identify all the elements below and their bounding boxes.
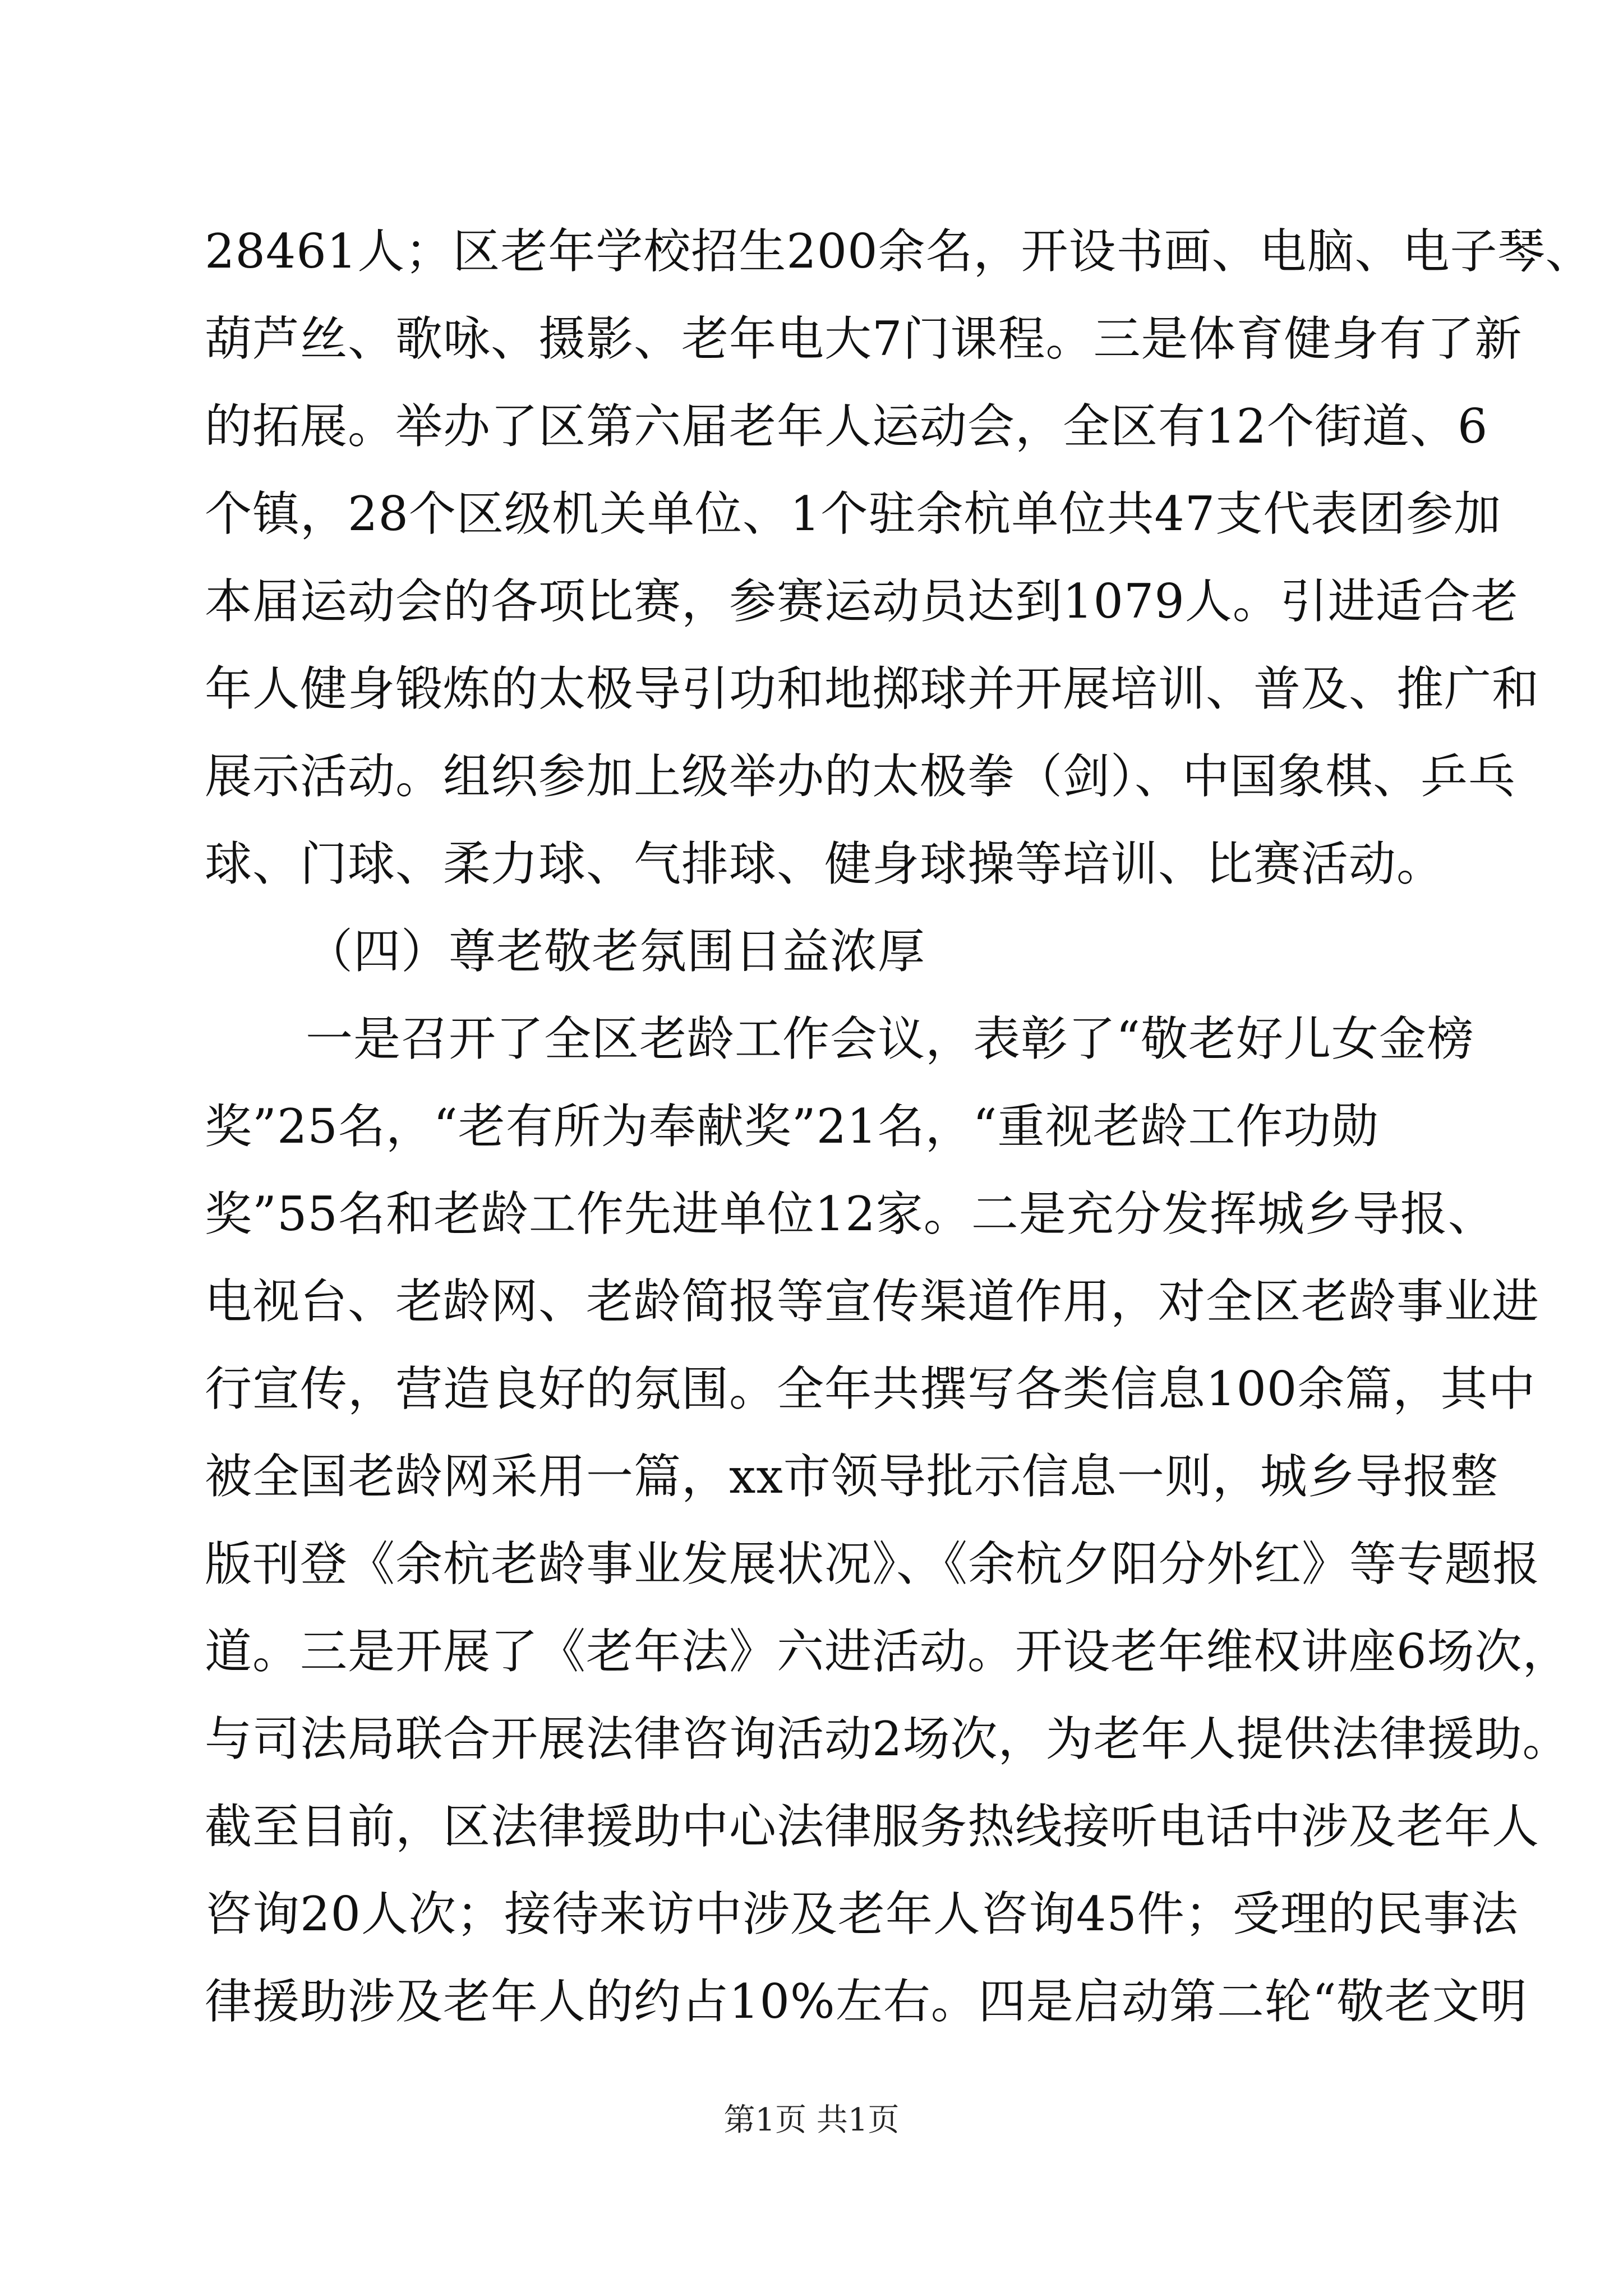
text-line: 展示活动。组织参加上级举办的太极拳（剑）、中国象棋、乒乓 xyxy=(205,749,1516,804)
paragraph-first-line: 一是召开了全区老龄工作会议，表彰了“敬老好儿女金榜 xyxy=(306,1011,1474,1066)
text-line: 奖”55名和老龄工作先进单位12家。二是充分发挥城乡导报、 xyxy=(205,1186,1496,1241)
text-line: 版刊登《余杭老龄事业发展状况》、《余杭夕阳分外红》等专题报 xyxy=(205,1536,1541,1591)
text-line: 年人健身锻炼的太极导引功和地掷球并开展培训、普及、推广和 xyxy=(205,661,1540,716)
text-line: 道。三是开展了《老年法》六进活动。开设老年维权讲座6场次， xyxy=(205,1624,1570,1679)
text-line: 截至目前，区法律援助中心法律服务热线接听电话中涉及老年人 xyxy=(205,1799,1540,1854)
text-line: 行宣传，营造良好的氛围。全年共撰写各类信息100余篇，其中 xyxy=(205,1361,1536,1416)
text-line: 个镇，28个区级机关单位、1个驻余杭单位共47支代表团参加 xyxy=(205,486,1502,541)
text-line: 咨询20人次；接待来访中涉及老年人咨询45件；受理的民事法 xyxy=(205,1887,1519,1941)
body-text xyxy=(205,208,1593,2045)
text-line: 被全国老龄网采用一篇，xx市领导批示信息一则，城乡导报整 xyxy=(205,1449,1498,1504)
text-line: 律援助涉及老年人的约占10%左右。四是启动第二轮“敬老文明 xyxy=(205,1974,1528,2029)
text-line: 28461人；区老年学校招生200余名，开设书画、电脑、电子琴、 xyxy=(205,224,1593,279)
text-line: 球、门球、柔力球、气排球、健身球操等培训、比赛活动。 xyxy=(205,836,1445,891)
text-line: 的拓展。举办了区第六届老年人运动会，全区有12个街道、6 xyxy=(205,399,1488,454)
page-number-label: 第1页 共1页 xyxy=(723,2102,900,2138)
section-heading: （四）尊老敬老氛围日益浓厚 xyxy=(306,924,926,979)
text-line: 葫芦丝、歌咏、摄影、老年电大7门课程。三是体育健身有了新 xyxy=(205,311,1523,366)
text-line: 本届运动会的各项比赛，参赛运动员达到1079人。引进适合老 xyxy=(205,574,1519,629)
text-line: 电视台、老龄网、老龄简报等宣传渠道作用，对全区老龄事业进 xyxy=(205,1274,1540,1329)
page-footer xyxy=(0,2098,1623,2143)
text-line: 奖”25名，“老有所为奉献奖”21名，“重视老龄工作功勋 xyxy=(205,1099,1379,1154)
text-line: 与司法局联合开展法律咨询活动2场次，为老年人提供法律援助。 xyxy=(205,1711,1570,1766)
